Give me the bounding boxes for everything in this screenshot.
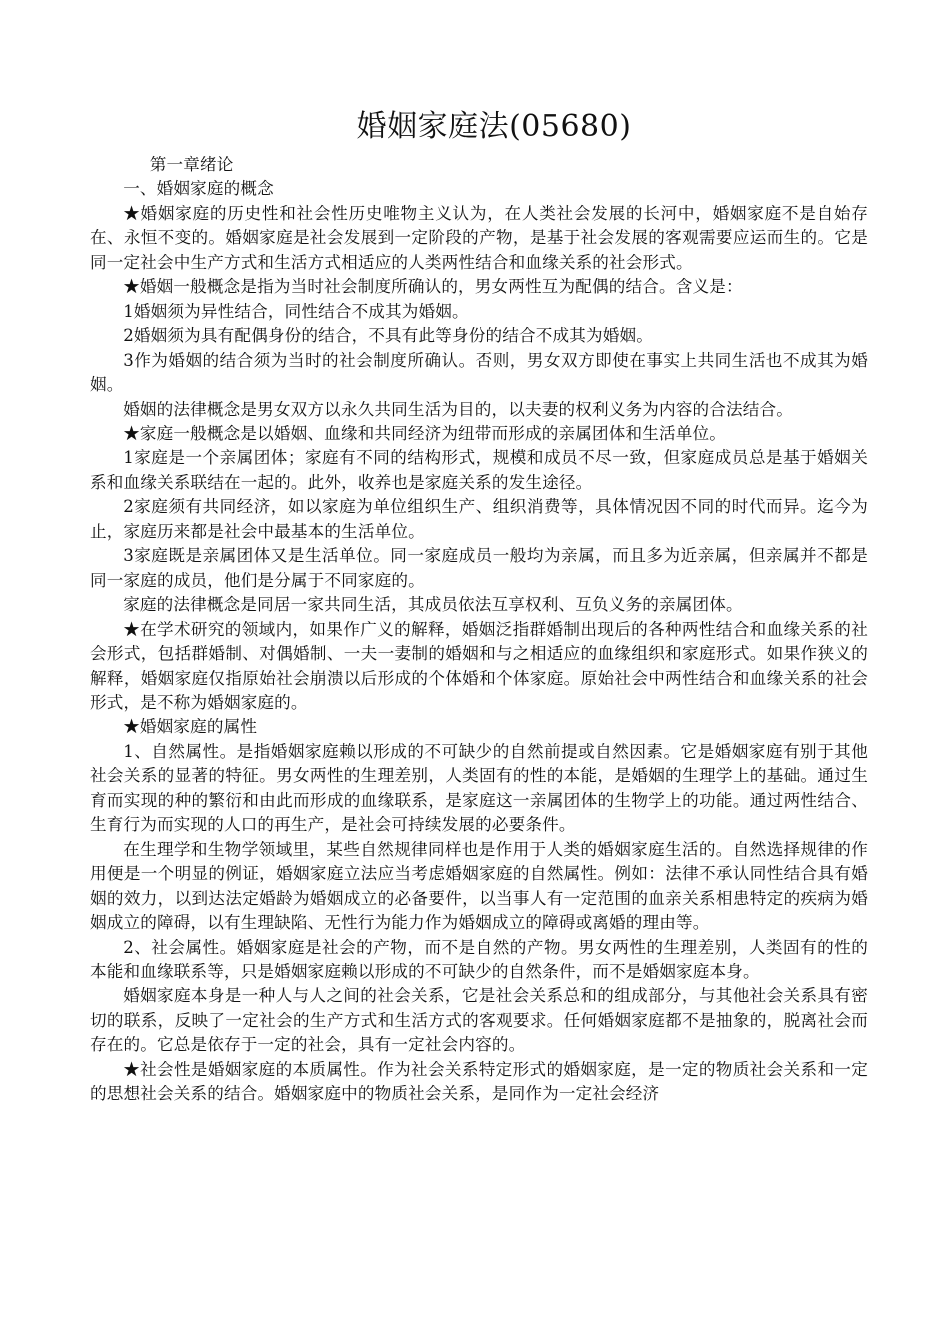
paragraph: 婚姻的法律概念是男女双方以永久共同生活为目的，以夫妻的权利义务为内容的合法结合。	[123, 399, 793, 419]
paragraph: 1家庭是一个亲属团体；家庭有不同的结构形式，规模和成员不尽一致，但家庭成员总是基于婚姻关系和血缘关系联结在一起的。此外，收养也是家庭关系的发生途径。	[90, 448, 868, 492]
chapter-heading: 第一章绪论	[149, 155, 234, 174]
paragraph: ★在学术研究的领域内，如果作广义的解释，婚姻泛指群婚制出现后的各种两性结合和血缘关系的社会形式，包括群婚制、对偶婚制、一夫一妻制的婚姻和与之相适应的血缘组织和家庭形式。如果作狭义的解释，婚姻家庭仅指原始社会崩溃以后形成的个体婚和个体家庭。原始社会中两性结合和血缘关系的社会形式，是不称为婚姻家庭的。	[90, 619, 868, 712]
paragraph: 3家庭既是亲属团体又是生活单位。同一家庭成员一般均为亲属，而且多为近亲属，但亲属并不都是同一家庭的成员，他们是分属于不同家庭的。	[90, 546, 868, 590]
paragraph: 2、社会属性。婚姻家庭是社会的产物，而不是自然的产物。男女两性的生理差别，人类固有的性的本能和血缘联系等，只是婚姻家庭赖以形成的不可缺少的自然条件，而不是婚姻家庭本身。	[90, 937, 868, 981]
paragraph: 1、自然属性。是指婚姻家庭赖以形成的不可缺少的自然前提或自然因素。它是婚姻家庭有别于其他社会关系的显著的特征。男女两性的生理差别，人类固有的性的本能，是婚姻的生理学上的基础。通过生育而实现的种的繁衍和由此而形成的血缘联系，是家庭这一亲属团体的生物学上的功能。通过两性结合、生育行为而实现的人口的再生产，是社会可持续发展的必要条件。	[90, 741, 868, 835]
section-heading: 一、婚姻家庭的概念	[123, 179, 274, 199]
paragraph: ★婚姻家庭的属性	[123, 717, 258, 737]
paragraph: ★社会性是婚姻家庭的本质属性。作为社会关系特定形式的婚姻家庭，是一定的物质社会关系和一定的思想社会关系的结合。婚姻家庭中的物质社会关系，是同作为一定社会经济	[90, 1059, 868, 1104]
paragraph: 在生理学和生物学领域里，某些自然规律同样也是作用于人类的婚姻家庭生活的。自然选择规律的作用便是一个明显的例证，婚姻家庭立法应当考虑婚姻家庭的自然属性。例如：法律不承认同性结合具有婚姻的效力，以到达法定婚龄为婚姻成立的必备要件，以当事人有一定范围的血亲关系相患特定的疾病为婚姻成立的障碍，以有生理缺陷、无性行为能力作为婚姻成立的障碍或离婚的理由等。	[90, 839, 868, 933]
paragraph: ★婚姻家庭的历史性和社会性历史唯物主义认为，在人类社会发展的长河中，婚姻家庭不是自始存在、永恒不变的。婚姻家庭是社会发展到一定阶段的产物，是基于社会发展的客观需要应运而生的。它是同一定社会中生产方式和生活方式相适应的人类两性结合和血缘关系的社会形式。	[90, 203, 868, 272]
document-body	[90, 202, 868, 1107]
paragraph: ★婚姻一般概念是指为当时社会制度所确认的，男女两性互为配偶的结合。含义是：	[123, 277, 743, 297]
paragraph: 2家庭须有共同经济，如以家庭为单位组织生产、组织消费等，具体情况因不同的时代而异。迄今为止，家庭历来都是社会中最基本的生活单位。	[90, 497, 868, 541]
document-title: 婚姻家庭法(05680)	[356, 109, 632, 144]
document-page	[90, 105, 868, 1107]
paragraph: 婚姻家庭本身是一种人与人之间的社会关系，它是社会关系总和的组成部分，与其他社会关系具有密切的联系，反映了一定社会的生产方式和生活方式的客观要求。任何婚姻家庭都不是抽象的，脱离社会而存在的。它总是依存于一定的社会，具有一定社会内容的。	[90, 986, 868, 1055]
paragraph: ★家庭一般概念是以婚姻、血缘和共同经济为纽带而形成的亲属团体和生活单位。	[123, 423, 726, 443]
paragraph: 家庭的法律概念是同居一家共同生活，其成员依法互享权利、互负义务的亲属团体。	[123, 595, 743, 615]
paragraph: 3作为婚姻的结合须为当时的社会制度所确认。否则，男女双方即使在事实上共同生活也不成其为婚姻。	[90, 350, 868, 395]
paragraph: 1婚姻须为异性结合，同性结合不成其为婚姻。	[123, 301, 469, 321]
paragraph: 2婚姻须为具有配偶身份的结合，不具有此等身份的结合不成其为婚姻。	[123, 326, 653, 346]
